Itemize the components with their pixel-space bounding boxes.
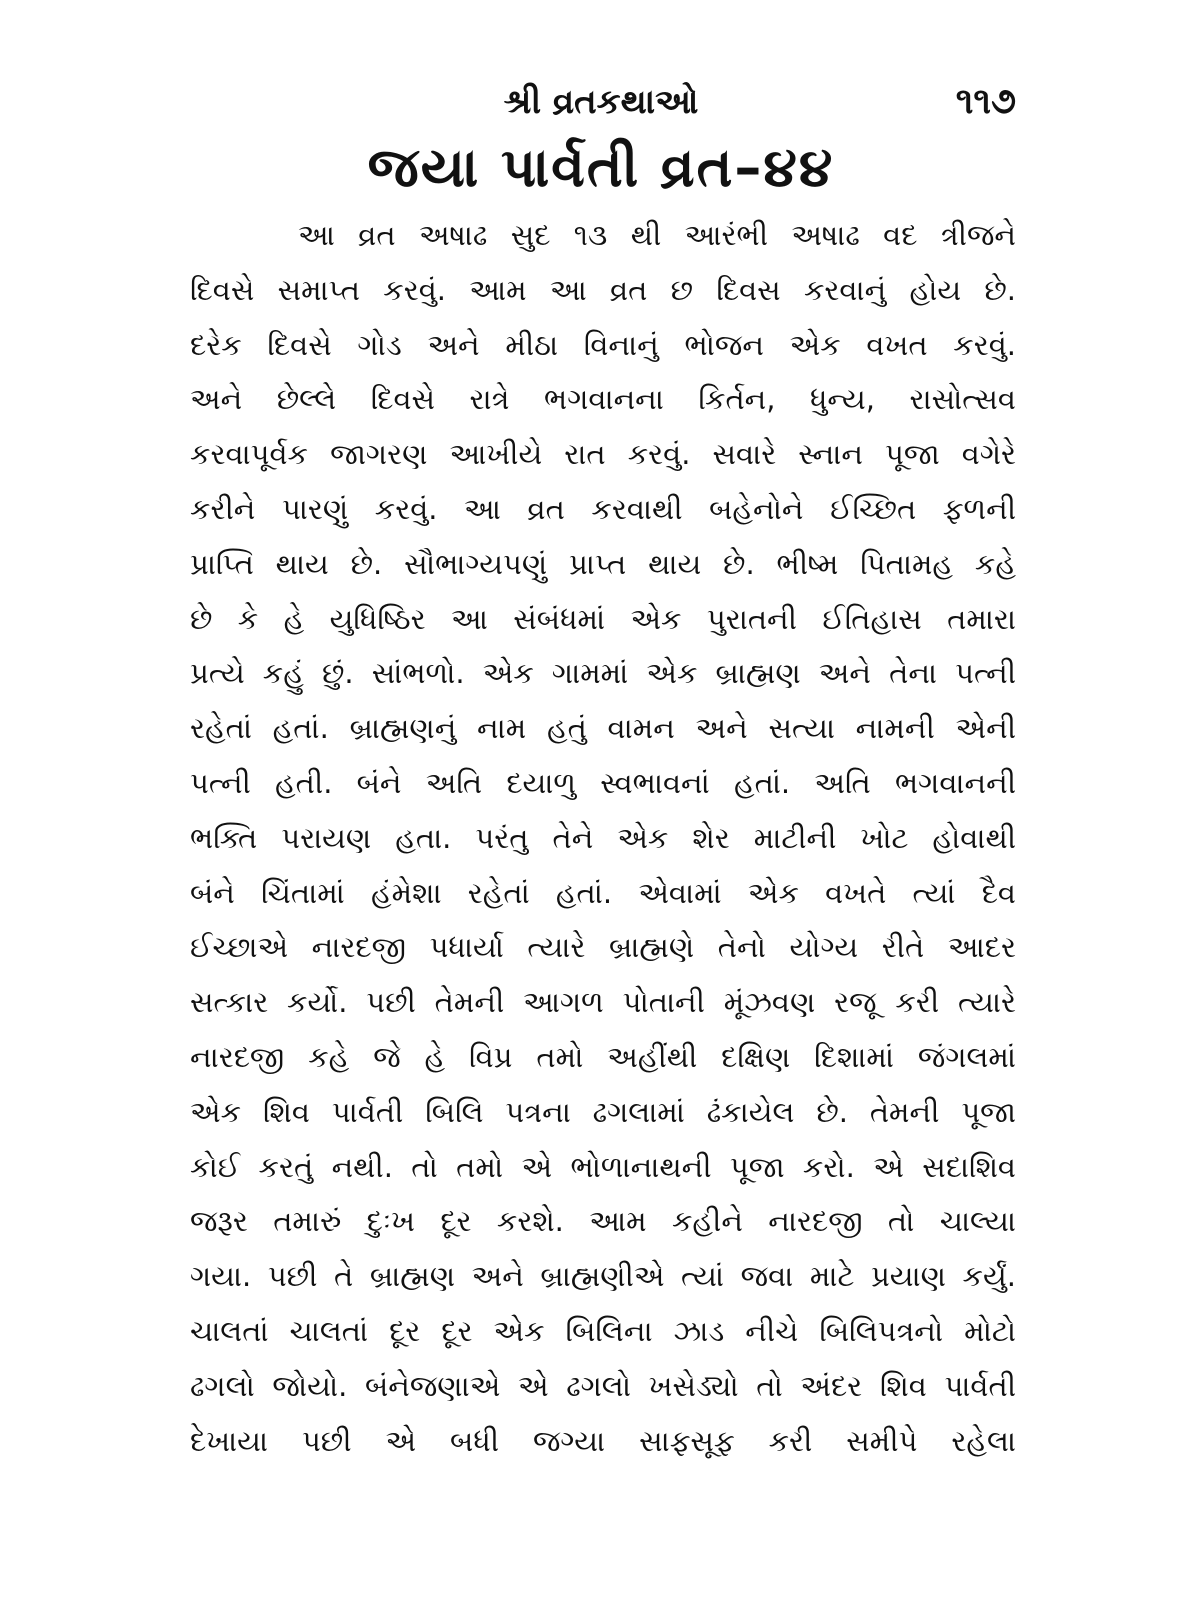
chapter-title: જયા પાર્વતી વ્રત–૪૪ <box>367 136 835 199</box>
body-paragraph <box>190 208 1016 1468</box>
text-line: અને છેલ્લે દિવસે રાત્રે ભગવાનના કિર્તન, ધુન્ય, રાસોત્સવ <box>190 382 1016 417</box>
text-line: ચાલતાં ચાલતાં દૂર દૂર એક બિલિના ઝાડ નીચે બિલિપત્રનો મોટો <box>190 1313 1016 1348</box>
page-number: ૧૧૭ <box>955 81 1016 122</box>
text-line: દેખાયા પછી એ બધી જગ્યા સાફસૂફ કરી સમીપે રહેલા <box>190 1423 1016 1458</box>
text-line: કોઈ કરતું નથી. તો તમો એ ભોળાનાથની પૂજા કરો. એ સદાશિવ <box>190 1149 1016 1184</box>
text-line: કરવાપૂર્વક જાગરણ આખીયે રાત કરવું. સવારે સ્નાન પૂજા વગેરે <box>190 437 1016 472</box>
text-line: બંને ચિંતામાં હંમેશા રહેતાં હતાં. એવામાં એક વખતે ત્યાં દૈવ <box>190 875 1016 910</box>
text-line: દિવસે સમાપ્ત કરવું. આમ આ વ્રત છ દિવસ કરવાનું હોય છે. <box>190 272 1016 307</box>
text-line: ઢગલો જોયો. બંનેજણાએ એ ઢગલો ખસેડ્યો તો અંદર શિવ પાર્વતી <box>190 1368 1016 1403</box>
text-line: જરૂર તમારું દુઃખ દૂર કરશે. આમ કહીને નારદજી તો ચાલ્યા <box>190 1204 1016 1239</box>
text-line: પ્રાપ્તિ થાય છે. સૌભાગ્યપણું પ્રાપ્ત થાય છે. ભીષ્મ પિતામહ કહે <box>190 546 1016 581</box>
text-line: છે કે હે યુધિષ્ઠિર આ સંબંધમાં એક પુરાતની ઈતિહાસ તમારા <box>190 601 1016 636</box>
text-line: પત્ની હતી. બંને અતિ દયાળુ સ્વભાવનાં હતાં. અતિ ભગવાનની <box>190 765 1016 800</box>
text-line: દરેક દિવસે ગોડ અને મીઠા વિનાનું ભોજન એક વખત કરવું. <box>190 327 1016 362</box>
text-line: ગયા. પછી તે બ્રાહ્મણ અને બ્રાહ્મણીએ ત્યાં જવા માટે પ્રયાણ કર્યું. <box>190 1259 1016 1294</box>
text-line: એક શિવ પાર્વતી બિલિ પત્રના ઢગલામાં ઢંકાયેલ છે. તેમની પૂજા <box>190 1094 1016 1129</box>
text-line: નારદજી કહે જે હે વિપ્ર તમો અહીંથી દક્ષિણ દિશામાં જંગલમાં <box>190 1039 1016 1074</box>
text-line: રહેતાં હતાં. બ્રાહ્મણનું નામ હતું વામન અને સત્યા નામની એની <box>190 711 1016 746</box>
text-line: આ વ્રત અષાઢ સુદ ૧૩ થી આરંભી અષાઢ વદ ત્રીજને <box>298 218 1016 252</box>
running-header <box>186 72 1016 132</box>
text-line: ભક્તિ પરાયણ હતા. પરંતુ તેને એક શેર માટીની ખોટ હોવાથી <box>190 820 1016 855</box>
text-line: સત્કાર કર્યો. પછી તેમની આગળ પોતાની મૂંઝવણ રજૂ કરી ત્યારે <box>190 985 1016 1020</box>
text-line: ઈચ્છાએ નારદજી પધાર્યા ત્યારે બ્રાહ્મણે તેનો યોગ્ય રીતે આદર <box>190 930 1016 965</box>
text-line: કરીને પારણું કરવું. આ વ્રત કરવાથી બહેનોને ઈચ્છિત ફળની <box>190 491 1016 526</box>
text-line: પ્રત્યે કહું છું. સાંભળો. એક ગામમાં એક બ્રાહ્મણ અને તેના પત્ની <box>190 656 1016 691</box>
book-title: શ્રી વ્રતકથાઓ <box>503 82 699 122</box>
